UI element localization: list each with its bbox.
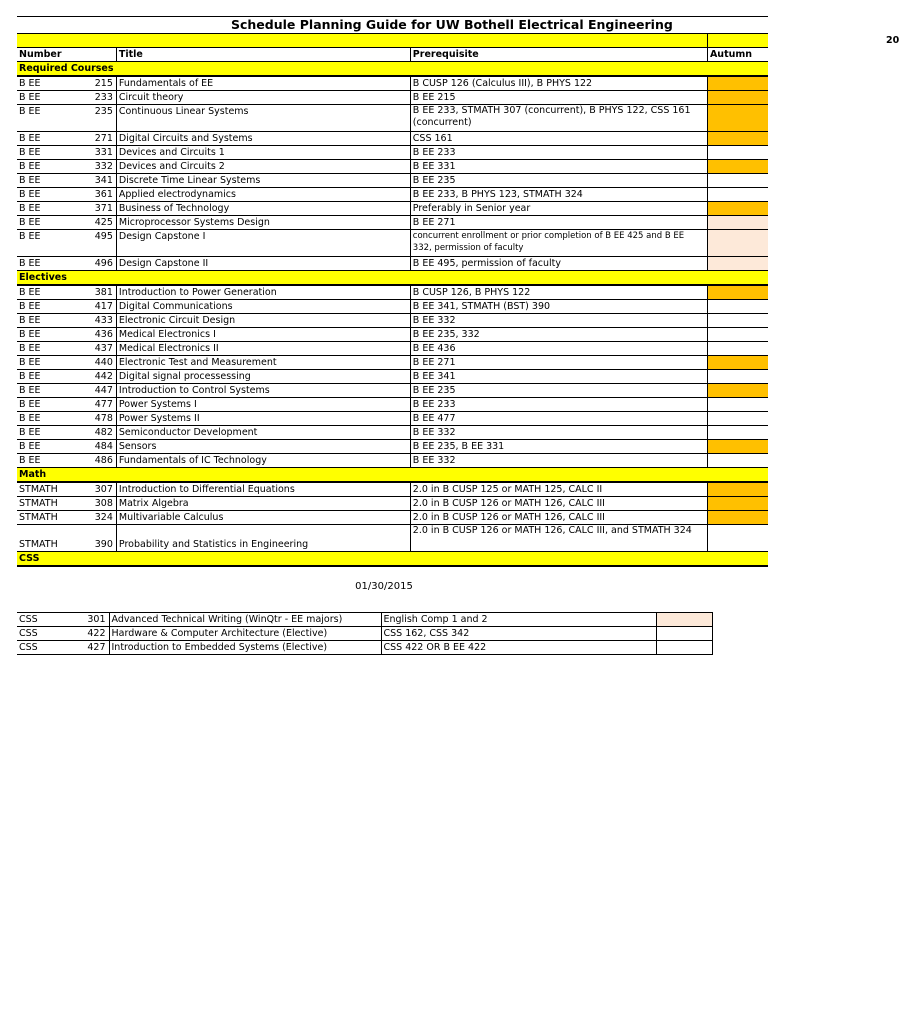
course-subject: B EE bbox=[17, 91, 85, 105]
course-subject: B EE bbox=[17, 342, 85, 356]
year-label: 20 bbox=[707, 34, 768, 48]
course-subject: STMATH bbox=[17, 525, 85, 552]
course-subject: B EE bbox=[17, 146, 85, 160]
course-subject: B EE bbox=[17, 257, 85, 271]
course-row bbox=[17, 384, 768, 398]
course-title: Power Systems I bbox=[116, 398, 410, 412]
course-number: 477 bbox=[85, 398, 116, 412]
course-row bbox=[17, 202, 768, 216]
course-prerequisite: 2.0 in B CUSP 126 or MATH 126, CALC III bbox=[410, 511, 707, 525]
autumn-cell bbox=[707, 257, 768, 271]
year-row bbox=[17, 34, 768, 48]
course-number: 486 bbox=[85, 454, 116, 468]
course-title: Digital Circuits and Systems bbox=[116, 132, 410, 146]
autumn-cell bbox=[707, 202, 768, 216]
autumn-cell bbox=[707, 356, 768, 370]
autumn-cell bbox=[707, 188, 768, 202]
header-prerequisite: Prerequisite bbox=[410, 48, 707, 62]
course-row bbox=[17, 482, 768, 497]
spreadsheet bbox=[17, 16, 899, 567]
course-number: 417 bbox=[85, 300, 116, 314]
course-prerequisite: B EE 495, permission of faculty bbox=[410, 257, 707, 271]
course-subject: STMATH bbox=[17, 497, 85, 511]
course-prerequisite: B EE 215 bbox=[410, 91, 707, 105]
course-subject: B EE bbox=[17, 132, 85, 146]
section-name: CSS bbox=[17, 552, 768, 567]
course-number: 235 bbox=[85, 105, 116, 132]
course-prerequisite: CSS 162, CSS 342 bbox=[381, 627, 656, 641]
course-prerequisite: English Comp 1 and 2 bbox=[381, 613, 656, 627]
course-title: Devices and Circuits 1 bbox=[116, 146, 410, 160]
course-prerequisite: B EE 233, B PHYS 123, STMATH 324 bbox=[410, 188, 707, 202]
autumn-cell bbox=[707, 426, 768, 440]
autumn-cell bbox=[707, 76, 768, 91]
course-prerequisite: B EE 235 bbox=[410, 174, 707, 188]
course-row bbox=[17, 412, 768, 426]
autumn-cell bbox=[707, 497, 768, 511]
autumn-cell bbox=[656, 641, 712, 655]
course-number: 437 bbox=[85, 342, 116, 356]
course-number: 484 bbox=[85, 440, 116, 454]
course-prerequisite: B EE 233, STMATH 307 (concurrent), B PHYS 122, CSS 161 (concurrent) bbox=[410, 105, 707, 132]
autumn-cell bbox=[707, 328, 768, 342]
autumn-cell bbox=[707, 370, 768, 384]
course-title: Sensors bbox=[116, 440, 410, 454]
course-row bbox=[17, 257, 768, 271]
course-number: 371 bbox=[85, 202, 116, 216]
course-title: Power Systems II bbox=[116, 412, 410, 426]
section-header bbox=[17, 552, 768, 567]
course-row bbox=[17, 454, 768, 468]
course-prerequisite: B EE 331 bbox=[410, 160, 707, 174]
course-title: Business of Technology bbox=[116, 202, 410, 216]
autumn-cell bbox=[656, 627, 712, 641]
course-subject: B EE bbox=[17, 412, 85, 426]
course-title: Continuous Linear Systems bbox=[116, 105, 410, 132]
course-title: Electronic Test and Measurement bbox=[116, 356, 410, 370]
course-prerequisite: B EE 271 bbox=[410, 356, 707, 370]
course-prerequisite: CSS 422 OR B EE 422 bbox=[381, 641, 656, 655]
header-number: Number bbox=[17, 48, 85, 62]
course-number: 341 bbox=[85, 174, 116, 188]
course-row bbox=[17, 342, 768, 356]
course-row bbox=[17, 440, 768, 454]
autumn-cell bbox=[707, 105, 768, 132]
course-subject: STMATH bbox=[17, 482, 85, 497]
course-prerequisite: B EE 477 bbox=[410, 412, 707, 426]
course-title: Hardware & Computer Architecture (Elective) bbox=[109, 627, 381, 641]
course-number: 482 bbox=[85, 426, 116, 440]
course-subject: B EE bbox=[17, 230, 85, 257]
course-number: 425 bbox=[85, 216, 116, 230]
course-prerequisite: B EE 332 bbox=[410, 454, 707, 468]
course-number: 307 bbox=[85, 482, 116, 497]
autumn-cell bbox=[707, 285, 768, 300]
course-prerequisite: 2.0 in B CUSP 126 or MATH 126, CALC III bbox=[410, 497, 707, 511]
course-title: Fundamentals of IC Technology bbox=[116, 454, 410, 468]
autumn-cell bbox=[707, 454, 768, 468]
course-number: 233 bbox=[85, 91, 116, 105]
autumn-cell bbox=[707, 146, 768, 160]
header-autumn: Autumn bbox=[707, 48, 768, 62]
course-row bbox=[17, 174, 768, 188]
course-row bbox=[17, 314, 768, 328]
section-name: Electives bbox=[17, 271, 768, 286]
course-prerequisite: B CUSP 126, B PHYS 122 bbox=[410, 285, 707, 300]
autumn-cell bbox=[656, 613, 712, 627]
course-prerequisite: B EE 235 bbox=[410, 384, 707, 398]
course-number: 436 bbox=[85, 328, 116, 342]
autumn-cell bbox=[707, 398, 768, 412]
course-title: Introduction to Power Generation bbox=[116, 285, 410, 300]
autumn-cell bbox=[707, 160, 768, 174]
course-table bbox=[17, 34, 899, 567]
course-subject: CSS bbox=[17, 627, 80, 641]
course-row bbox=[17, 511, 768, 525]
course-number: 433 bbox=[85, 314, 116, 328]
course-number: 390 bbox=[85, 525, 116, 552]
course-subject: B EE bbox=[17, 426, 85, 440]
section-name: Math bbox=[17, 468, 768, 483]
course-row bbox=[17, 216, 768, 230]
course-row bbox=[17, 105, 768, 132]
course-title: Devices and Circuits 2 bbox=[116, 160, 410, 174]
header-title: Title bbox=[116, 48, 410, 62]
course-subject: STMATH bbox=[17, 511, 85, 525]
course-prerequisite: 2.0 in B CUSP 125 or MATH 125, CALC II bbox=[410, 482, 707, 497]
course-subject: B EE bbox=[17, 440, 85, 454]
autumn-cell bbox=[707, 440, 768, 454]
course-number: 496 bbox=[85, 257, 116, 271]
course-title: Medical Electronics I bbox=[116, 328, 410, 342]
course-subject: B EE bbox=[17, 300, 85, 314]
course-title: Discrete Time Linear Systems bbox=[116, 174, 410, 188]
course-prerequisite: 2.0 in B CUSP 126 or MATH 126, CALC III, and STMATH 324 bbox=[410, 525, 707, 552]
course-number: 427 bbox=[80, 641, 109, 655]
course-title: Digital signal processessing bbox=[116, 370, 410, 384]
course-subject: B EE bbox=[17, 174, 85, 188]
course-row bbox=[17, 160, 768, 174]
autumn-cell bbox=[707, 230, 768, 257]
course-title: Semiconductor Development bbox=[116, 426, 410, 440]
course-row bbox=[17, 426, 768, 440]
course-subject: B EE bbox=[17, 454, 85, 468]
course-title: Probability and Statistics in Engineering bbox=[116, 525, 410, 552]
autumn-cell bbox=[707, 511, 768, 525]
css-course-table bbox=[17, 612, 712, 655]
autumn-cell bbox=[707, 174, 768, 188]
course-number: 271 bbox=[85, 132, 116, 146]
course-number: 331 bbox=[85, 146, 116, 160]
course-title: Introduction to Embedded Systems (Elective) bbox=[109, 641, 381, 655]
course-title: Microprocessor Systems Design bbox=[116, 216, 410, 230]
course-row bbox=[17, 613, 712, 627]
course-row bbox=[17, 370, 768, 384]
course-title: Introduction to Control Systems bbox=[116, 384, 410, 398]
course-number: 361 bbox=[85, 188, 116, 202]
course-row bbox=[17, 328, 768, 342]
autumn-cell bbox=[707, 342, 768, 356]
course-prerequisite: B EE 341 bbox=[410, 370, 707, 384]
course-subject: B EE bbox=[17, 370, 85, 384]
course-subject: B EE bbox=[17, 216, 85, 230]
course-subject: B EE bbox=[17, 188, 85, 202]
course-prerequisite: B EE 271 bbox=[410, 216, 707, 230]
course-title: Digital Communications bbox=[116, 300, 410, 314]
course-number: 478 bbox=[85, 412, 116, 426]
course-subject: B EE bbox=[17, 105, 85, 132]
course-prerequisite: B EE 436 bbox=[410, 342, 707, 356]
course-prerequisite: B EE 233 bbox=[410, 146, 707, 160]
course-subject: B EE bbox=[17, 384, 85, 398]
course-number: 442 bbox=[85, 370, 116, 384]
course-row bbox=[17, 356, 768, 370]
print-date: 01/30/2015 bbox=[355, 581, 413, 592]
course-prerequisite: CSS 161 bbox=[410, 132, 707, 146]
course-row bbox=[17, 91, 768, 105]
course-number: 308 bbox=[85, 497, 116, 511]
course-prerequisite: B EE 332 bbox=[410, 314, 707, 328]
autumn-cell bbox=[707, 412, 768, 426]
course-prerequisite: B EE 233 bbox=[410, 398, 707, 412]
course-subject: B EE bbox=[17, 160, 85, 174]
course-prerequisite: B EE 332 bbox=[410, 426, 707, 440]
course-title: Advanced Technical Writing (WinQtr - EE majors) bbox=[109, 613, 381, 627]
course-title: Applied electrodynamics bbox=[116, 188, 410, 202]
course-number: 332 bbox=[85, 160, 116, 174]
course-row bbox=[17, 627, 712, 641]
course-subject: B EE bbox=[17, 328, 85, 342]
course-row bbox=[17, 285, 768, 300]
course-prerequisite: B CUSP 126 (Calculus III), B PHYS 122 bbox=[410, 76, 707, 91]
course-row bbox=[17, 398, 768, 412]
course-number: 495 bbox=[85, 230, 116, 257]
course-number: 301 bbox=[80, 613, 109, 627]
course-number: 447 bbox=[85, 384, 116, 398]
course-title: Electronic Circuit Design bbox=[116, 314, 410, 328]
course-number: 440 bbox=[85, 356, 116, 370]
course-prerequisite: concurrent enrollment or prior completion of B EE 425 and B EE 332, permission of faculty bbox=[410, 230, 707, 257]
autumn-cell bbox=[707, 132, 768, 146]
course-prerequisite: B EE 341, STMATH (BST) 390 bbox=[410, 300, 707, 314]
course-title: Matrix Algebra bbox=[116, 497, 410, 511]
course-number: 381 bbox=[85, 285, 116, 300]
section-header bbox=[17, 468, 768, 483]
autumn-cell bbox=[707, 314, 768, 328]
course-subject: B EE bbox=[17, 356, 85, 370]
section-header bbox=[17, 271, 768, 286]
course-subject: B EE bbox=[17, 285, 85, 300]
course-subject: B EE bbox=[17, 202, 85, 216]
course-row bbox=[17, 525, 768, 552]
course-row bbox=[17, 76, 768, 91]
course-title: Design Capstone I bbox=[116, 230, 410, 257]
course-prerequisite: B EE 235, 332 bbox=[410, 328, 707, 342]
section-name: Required Courses bbox=[17, 62, 768, 77]
course-prerequisite: Preferably in Senior year bbox=[410, 202, 707, 216]
course-subject: CSS bbox=[17, 641, 80, 655]
autumn-cell bbox=[707, 384, 768, 398]
course-title: Multivariable Calculus bbox=[116, 511, 410, 525]
course-row bbox=[17, 497, 768, 511]
course-title: Fundamentals of EE bbox=[116, 76, 410, 91]
header-row bbox=[17, 48, 768, 62]
course-title: Introduction to Differential Equations bbox=[116, 482, 410, 497]
course-title: Circuit theory bbox=[116, 91, 410, 105]
course-row bbox=[17, 641, 712, 655]
course-row bbox=[17, 300, 768, 314]
course-row bbox=[17, 230, 768, 257]
autumn-cell bbox=[707, 300, 768, 314]
course-row bbox=[17, 188, 768, 202]
sheet-title: Schedule Planning Guide for UW Bothell Electrical Engineering bbox=[17, 16, 768, 34]
autumn-cell bbox=[707, 216, 768, 230]
course-subject: B EE bbox=[17, 76, 85, 91]
section-header bbox=[17, 62, 768, 77]
course-subject: CSS bbox=[17, 613, 80, 627]
course-prerequisite: B EE 235, B EE 331 bbox=[410, 440, 707, 454]
course-title: Design Capstone II bbox=[116, 257, 410, 271]
autumn-cell bbox=[707, 525, 768, 552]
course-subject: B EE bbox=[17, 398, 85, 412]
course-number: 422 bbox=[80, 627, 109, 641]
course-number: 324 bbox=[85, 511, 116, 525]
course-number: 215 bbox=[85, 76, 116, 91]
course-row bbox=[17, 146, 768, 160]
course-title: Medical Electronics II bbox=[116, 342, 410, 356]
autumn-cell bbox=[707, 91, 768, 105]
course-row bbox=[17, 132, 768, 146]
course-subject: B EE bbox=[17, 314, 85, 328]
autumn-cell bbox=[707, 482, 768, 497]
